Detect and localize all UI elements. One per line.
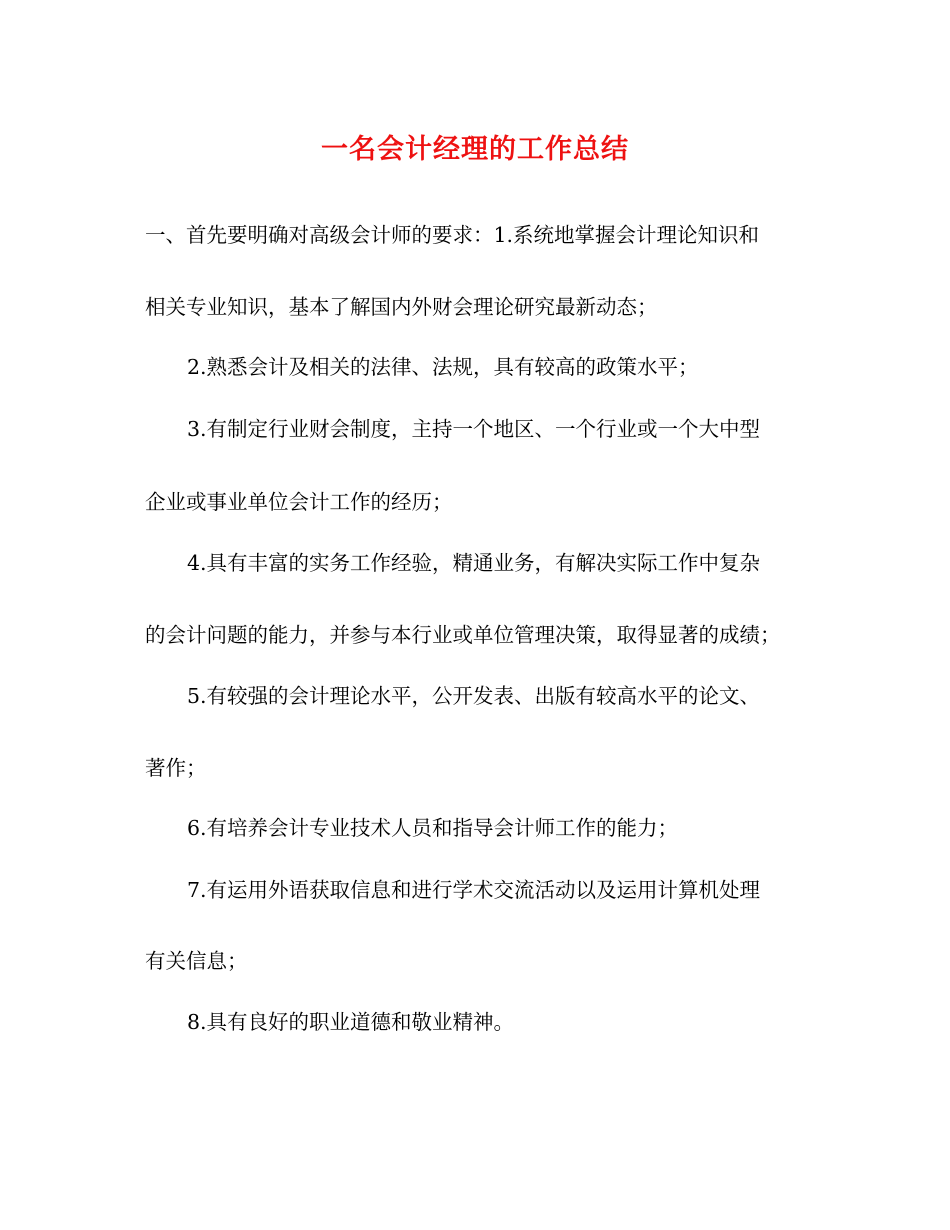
body-line: 一、首先要明确对高级会计师的要求：1.系统地掌握会计理论知识和 bbox=[145, 223, 760, 247]
body-line: 相关专业知识，基本了解国内外财会理论研究最新动态； bbox=[145, 295, 658, 319]
body-line: 有关信息； bbox=[145, 949, 248, 973]
body-line: 8.具有良好的职业道德和敬业精神。 bbox=[187, 1010, 515, 1034]
body-line: 3.有制定行业财会制度，主持一个地区、一个行业或一个大中型 bbox=[187, 417, 761, 441]
body-line: 6.有培养会计专业技术人员和指导会计师工作的能力； bbox=[187, 816, 679, 840]
body-line: 企业或事业单位会计工作的经历； bbox=[145, 490, 453, 514]
body-line: 5.有较强的会计理论水平，公开发表、出版有较高水平的论文、 bbox=[187, 684, 761, 708]
body-line: 7.有运用外语获取信息和进行学术交流活动以及运用计算机处理 bbox=[187, 878, 761, 902]
document-title: 一名会计经理的工作总结 bbox=[321, 134, 629, 165]
body-line: 著作； bbox=[145, 756, 207, 780]
body-line: 4.具有丰富的实务工作经验，精通业务，有解决实际工作中复杂 bbox=[187, 551, 761, 575]
body-line: 的会计问题的能力，并参与本行业或单位管理决策，取得显著的成绩； bbox=[145, 623, 781, 647]
body-line: 2.熟悉会计及相关的法律、法规，具有较高的政策水平； bbox=[187, 355, 699, 379]
